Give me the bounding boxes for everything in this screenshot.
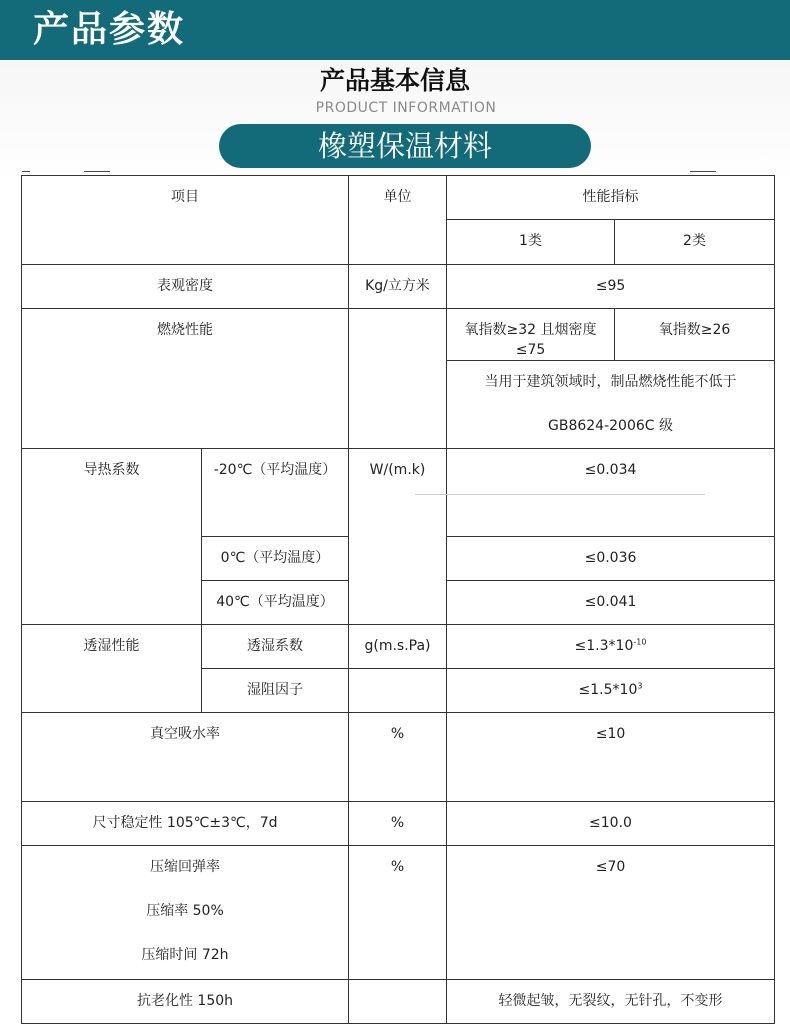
vacuum-name: 真空吸水率 — [22, 713, 349, 802]
table-row — [22, 265, 775, 309]
vacuum-value: ≤10 — [447, 713, 775, 802]
thermal-condition-3: 40℃（平均温度） — [202, 581, 349, 625]
thermal-condition-2: 0℃（平均温度） — [202, 537, 349, 581]
moisture-value-1 — [447, 625, 775, 669]
combustion-note-line1: 当用于建筑领域时，制品燃烧性能不低于 — [484, 374, 737, 390]
thermal-value-1: ≤0.034 — [447, 449, 775, 537]
dimensional-unit: % — [349, 802, 447, 846]
vacuum-unit: % — [349, 713, 447, 802]
corner-mark-right — [690, 171, 716, 172]
combustion-class1: 氧指数≥32 且烟密度≤75 — [447, 309, 615, 361]
header-item: 项目 — [22, 176, 349, 265]
density-name: 表观密度 — [22, 265, 349, 309]
thermal-condition-1: -20℃（平均温度） — [202, 449, 349, 537]
aging-name: 抗老化性 150h — [22, 980, 349, 1024]
header-class1: 1类 — [447, 220, 615, 265]
compression-value: ≤70 — [447, 846, 775, 980]
dimensional-value: ≤10.0 — [447, 802, 775, 846]
combustion-unit — [349, 309, 447, 449]
divider-line — [415, 494, 705, 495]
moisture-unit-2 — [349, 669, 447, 713]
table-row — [22, 846, 775, 980]
density-unit: Kg/立方米 — [349, 265, 447, 309]
header-unit: 单位 — [349, 176, 447, 265]
table-header-row — [22, 176, 775, 220]
aging-value: 轻微起皱，无裂纹，无针孔，不变形 — [447, 980, 775, 1024]
thermal-unit: W/(m.k) — [349, 449, 447, 625]
table-row — [22, 713, 775, 802]
compression-line2: 压缩率 50% — [146, 903, 224, 919]
moisture-value-1-exp: -10 — [633, 637, 647, 647]
moisture-label-1: 透湿系数 — [202, 625, 349, 669]
compression-name — [22, 846, 349, 980]
corner-mark-left — [22, 171, 30, 172]
compression-unit: % — [349, 846, 447, 980]
moisture-value-2-exp: 3 — [637, 681, 643, 691]
compression-line3: 压缩时间 72h — [141, 947, 229, 963]
moisture-unit-1: g(m.s.Pa) — [349, 625, 447, 669]
banner — [0, 0, 790, 60]
moisture-name: 透湿性能 — [22, 625, 202, 713]
banner-title: 产品参数 — [33, 9, 186, 50]
moisture-value-2-base: ≤1.5*10 — [578, 682, 638, 698]
moisture-value-2 — [447, 669, 775, 713]
combustion-class2: 氧指数≥26 — [615, 309, 775, 361]
thermal-value-3: ≤0.041 — [447, 581, 775, 625]
spec-table — [21, 175, 775, 1024]
section-title: 产品基本信息 — [319, 66, 470, 95]
dimensional-name: 尺寸稳定性 105℃±3℃，7d — [22, 802, 349, 846]
compression-line1: 压缩回弹率 — [150, 859, 220, 875]
table-row — [22, 980, 775, 1024]
table-row — [22, 309, 775, 361]
combustion-name: 燃烧性能 — [22, 309, 349, 449]
density-value: ≤95 — [447, 265, 775, 309]
corner-mark-left2 — [84, 171, 110, 172]
thermal-value-2: ≤0.036 — [447, 537, 775, 581]
thermal-name: 导热系数 — [22, 449, 202, 625]
table-row — [22, 802, 775, 846]
aging-unit — [349, 980, 447, 1024]
table-row — [22, 449, 775, 537]
combustion-note-line2: GB8624-2006C 级 — [548, 418, 673, 434]
header-spec: 性能指标 — [447, 176, 775, 220]
section-subtitle: PRODUCT INFORMATION — [315, 100, 497, 116]
product-name-badge: 橡塑保温材料 — [219, 124, 591, 168]
table-row — [22, 625, 775, 669]
moisture-label-2: 湿阻因子 — [202, 669, 349, 713]
moisture-value-1-base: ≤1.3*10 — [574, 638, 634, 654]
header-class2: 2类 — [615, 220, 775, 265]
combustion-note — [447, 361, 775, 449]
